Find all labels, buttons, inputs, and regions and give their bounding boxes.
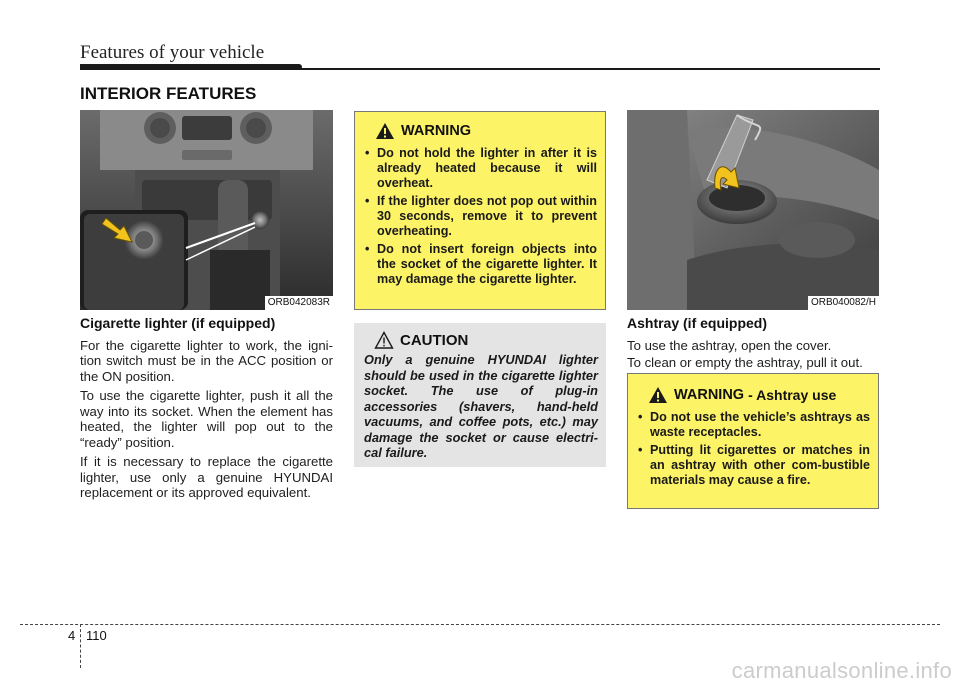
ashtray-paragraph: To clean or empty the ashtray, pull it out.: [627, 355, 863, 370]
warning-lighter-list: [363, 146, 597, 287]
warning-ashtray-subtitle: - Ashtray use: [748, 387, 837, 403]
page-number: 110: [86, 628, 107, 643]
warning-triangle-icon: [648, 386, 668, 404]
page-header-title: Features of your vehicle: [80, 42, 265, 63]
warning-ashtray-header: [648, 386, 870, 404]
ashtray-paragraph: To use the ashtray, open the cover.: [627, 337, 832, 353]
footer-dashed-rule: [20, 624, 940, 625]
warning-lighter-title: WARNING: [401, 123, 472, 139]
warning-ashtray-list: [636, 410, 870, 488]
warning-lighter-item: • Do not insert foreign objects into the socket of the cigarette lighter. It may damage the cigarette lighter.: [363, 242, 597, 287]
section-title: INTERIOR FEATURES: [80, 84, 257, 103]
caution-text: Only a genuine HYUNDAI lighter should be used in the cigarette lighter socket. The use of plug-in accessories (shavers, hand-held vacuums, and coffee pots, etc.) may damage the socket or cause electri-cal failure.: [364, 352, 598, 460]
warning-lighter-item: • Do not hold the lighter in after it is already heated because it will overheat.: [363, 146, 597, 191]
warning-lighter-header: [375, 122, 597, 140]
watermark: carmanualsonline.info: [731, 658, 952, 683]
cigarette-lighter-paragraph: If it is necessary to replace the cigarette lighter, use only a genuine HYUNDAI replacement or its approved equivalent.: [80, 454, 333, 500]
lighter-photo-code: ORB042083R: [265, 296, 333, 310]
warning-triangle-icon: [375, 122, 395, 140]
ashtray-section: [627, 316, 879, 375]
warning-lighter-box: [354, 111, 606, 310]
caution-triangle-icon: [374, 331, 394, 349]
footer-vertical-rule: [80, 624, 81, 668]
ashtray-photo: [627, 110, 879, 310]
warning-ashtray-item: • Do not use the vehicle’s ashtrays as waste receptacles.: [636, 410, 870, 440]
warning-ashtray-item: • Putting lit cigarettes or matches in an ashtray with other com-bustible materials may cause a fire.: [636, 443, 870, 488]
ashtray-photo-code: ORB040082/H: [808, 296, 879, 310]
warning-ashtray-box: [627, 373, 879, 509]
cigarette-lighter-paragraph: For the cigarette lighter to work, the igni-tion switch must be in the ACC position or the ON position.: [80, 337, 333, 384]
caution-header: [374, 331, 598, 349]
cigarette-lighter-photo: [80, 110, 333, 310]
caution-title: CAUTION: [400, 331, 469, 349]
warning-ashtray-title: WARNING: [674, 387, 745, 403]
header-rule-thin: [80, 68, 880, 70]
page-chapter-number: 4: [68, 628, 76, 643]
ashtray-heading: Ashtray (if equipped): [627, 315, 768, 331]
cigarette-lighter-section: [80, 316, 333, 505]
warning-lighter-item: • If the lighter does not pop out within 30 seconds, remove it to prevent overheating.: [363, 194, 597, 239]
cigarette-lighter-heading: Cigarette lighter (if equipped): [80, 315, 276, 331]
cigarette-lighter-paragraph: To use the cigarette lighter, push it all the way into its socket. When the element has heated, the lighter will pop out to the “ready” position.: [80, 388, 333, 450]
caution-box: [354, 323, 606, 467]
